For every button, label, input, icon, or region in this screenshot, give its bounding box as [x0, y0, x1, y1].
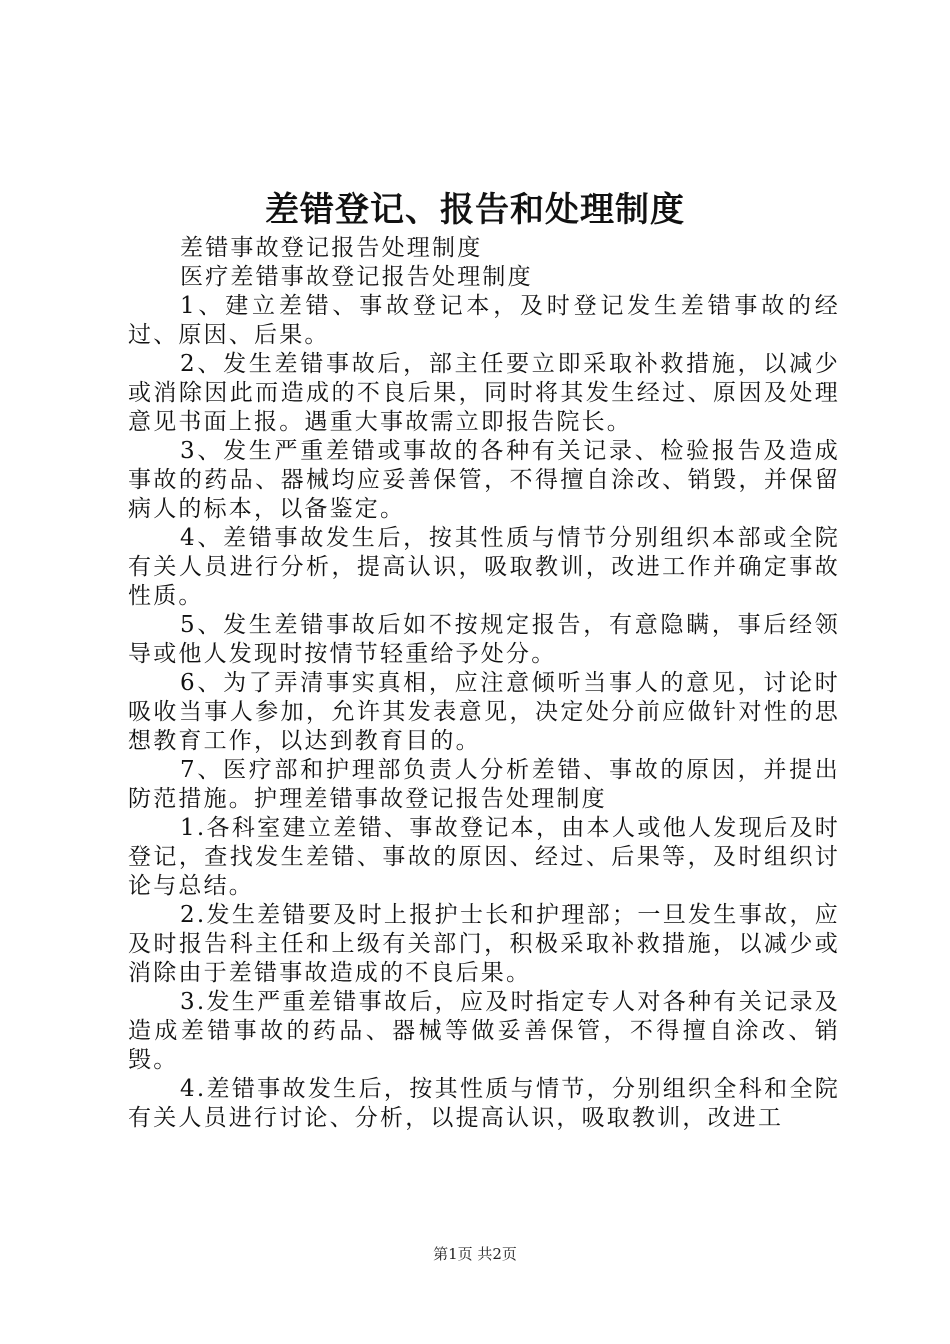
paragraph: 5、发生差错事故后如不按规定报告，有意隐瞒，事后经领导或他人发现时按情节轻重给予处分。 — [128, 612, 840, 667]
document-body — [128, 234, 840, 1133]
paragraph: 2.发生差错要及时上报护士长和护理部；一旦发生事故，应及时报告科主任和上级有关部门，积极采取补救措施，以减少或消除由于差错事故造成的不良后果。 — [128, 902, 840, 986]
paragraph: 3、发生严重差错或事故的各种有关记录、检验报告及造成事故的药品、器械均应妥善保管，不得擅自涂改、销毁，并保留病人的标本，以备鉴定。 — [128, 438, 840, 522]
paragraph: 医疗差错事故登记报告处理制度 — [180, 264, 533, 290]
paragraph: 4.差错事故发生后，按其性质与情节，分别组织全科和全院有关人员进行讨论、分析，以提高认识，吸取教训，改进工 — [128, 1076, 840, 1131]
paragraph: 7、医疗部和护理部负责人分析差错、事故的原因，并提出防范措施。护理差错事故登记报告处理制度 — [128, 757, 840, 812]
paragraph: 1.各科室建立差错、事故登记本，由本人或他人发现后及时登记，查找发生差错、事故的原因、经过、后果等，及时组织讨论与总结。 — [128, 815, 840, 899]
paragraph: 6、为了弄清事实真相，应注意倾听当事人的意见，讨论时吸收当事人参加，允许其发表意见，决定处分前应做针对性的思想教育工作，以达到教育目的。 — [128, 670, 840, 754]
paragraph: 4、差错事故发生后，按其性质与情节分别组织本部或全院有关人员进行分析，提高认识，吸取教训，改进工作并确定事故性质。 — [128, 525, 840, 609]
paragraph: 差错事故登记报告处理制度 — [180, 235, 483, 261]
document-title: 差错登记、报告和处理制度 — [265, 190, 685, 230]
paragraph: 3.发生严重差错事故后，应及时指定专人对各种有关记录及造成差错事故的药品、器械等做妥善保管，不得擅自涂改、销毁。 — [128, 989, 840, 1073]
paragraph: 2、发生差错事故后，部主任要立即采取补救措施，以减少或消除因此而造成的不良后果，同时将其发生经过、原因及处理意见书面上报。遇重大事故需立即报告院长。 — [128, 351, 840, 435]
page-footer: 第1页 共2页 — [433, 1245, 517, 1263]
paragraph: 1、建立差错、事故登记本，及时登记发生差错事故的经过、原因、后果。 — [128, 293, 840, 348]
